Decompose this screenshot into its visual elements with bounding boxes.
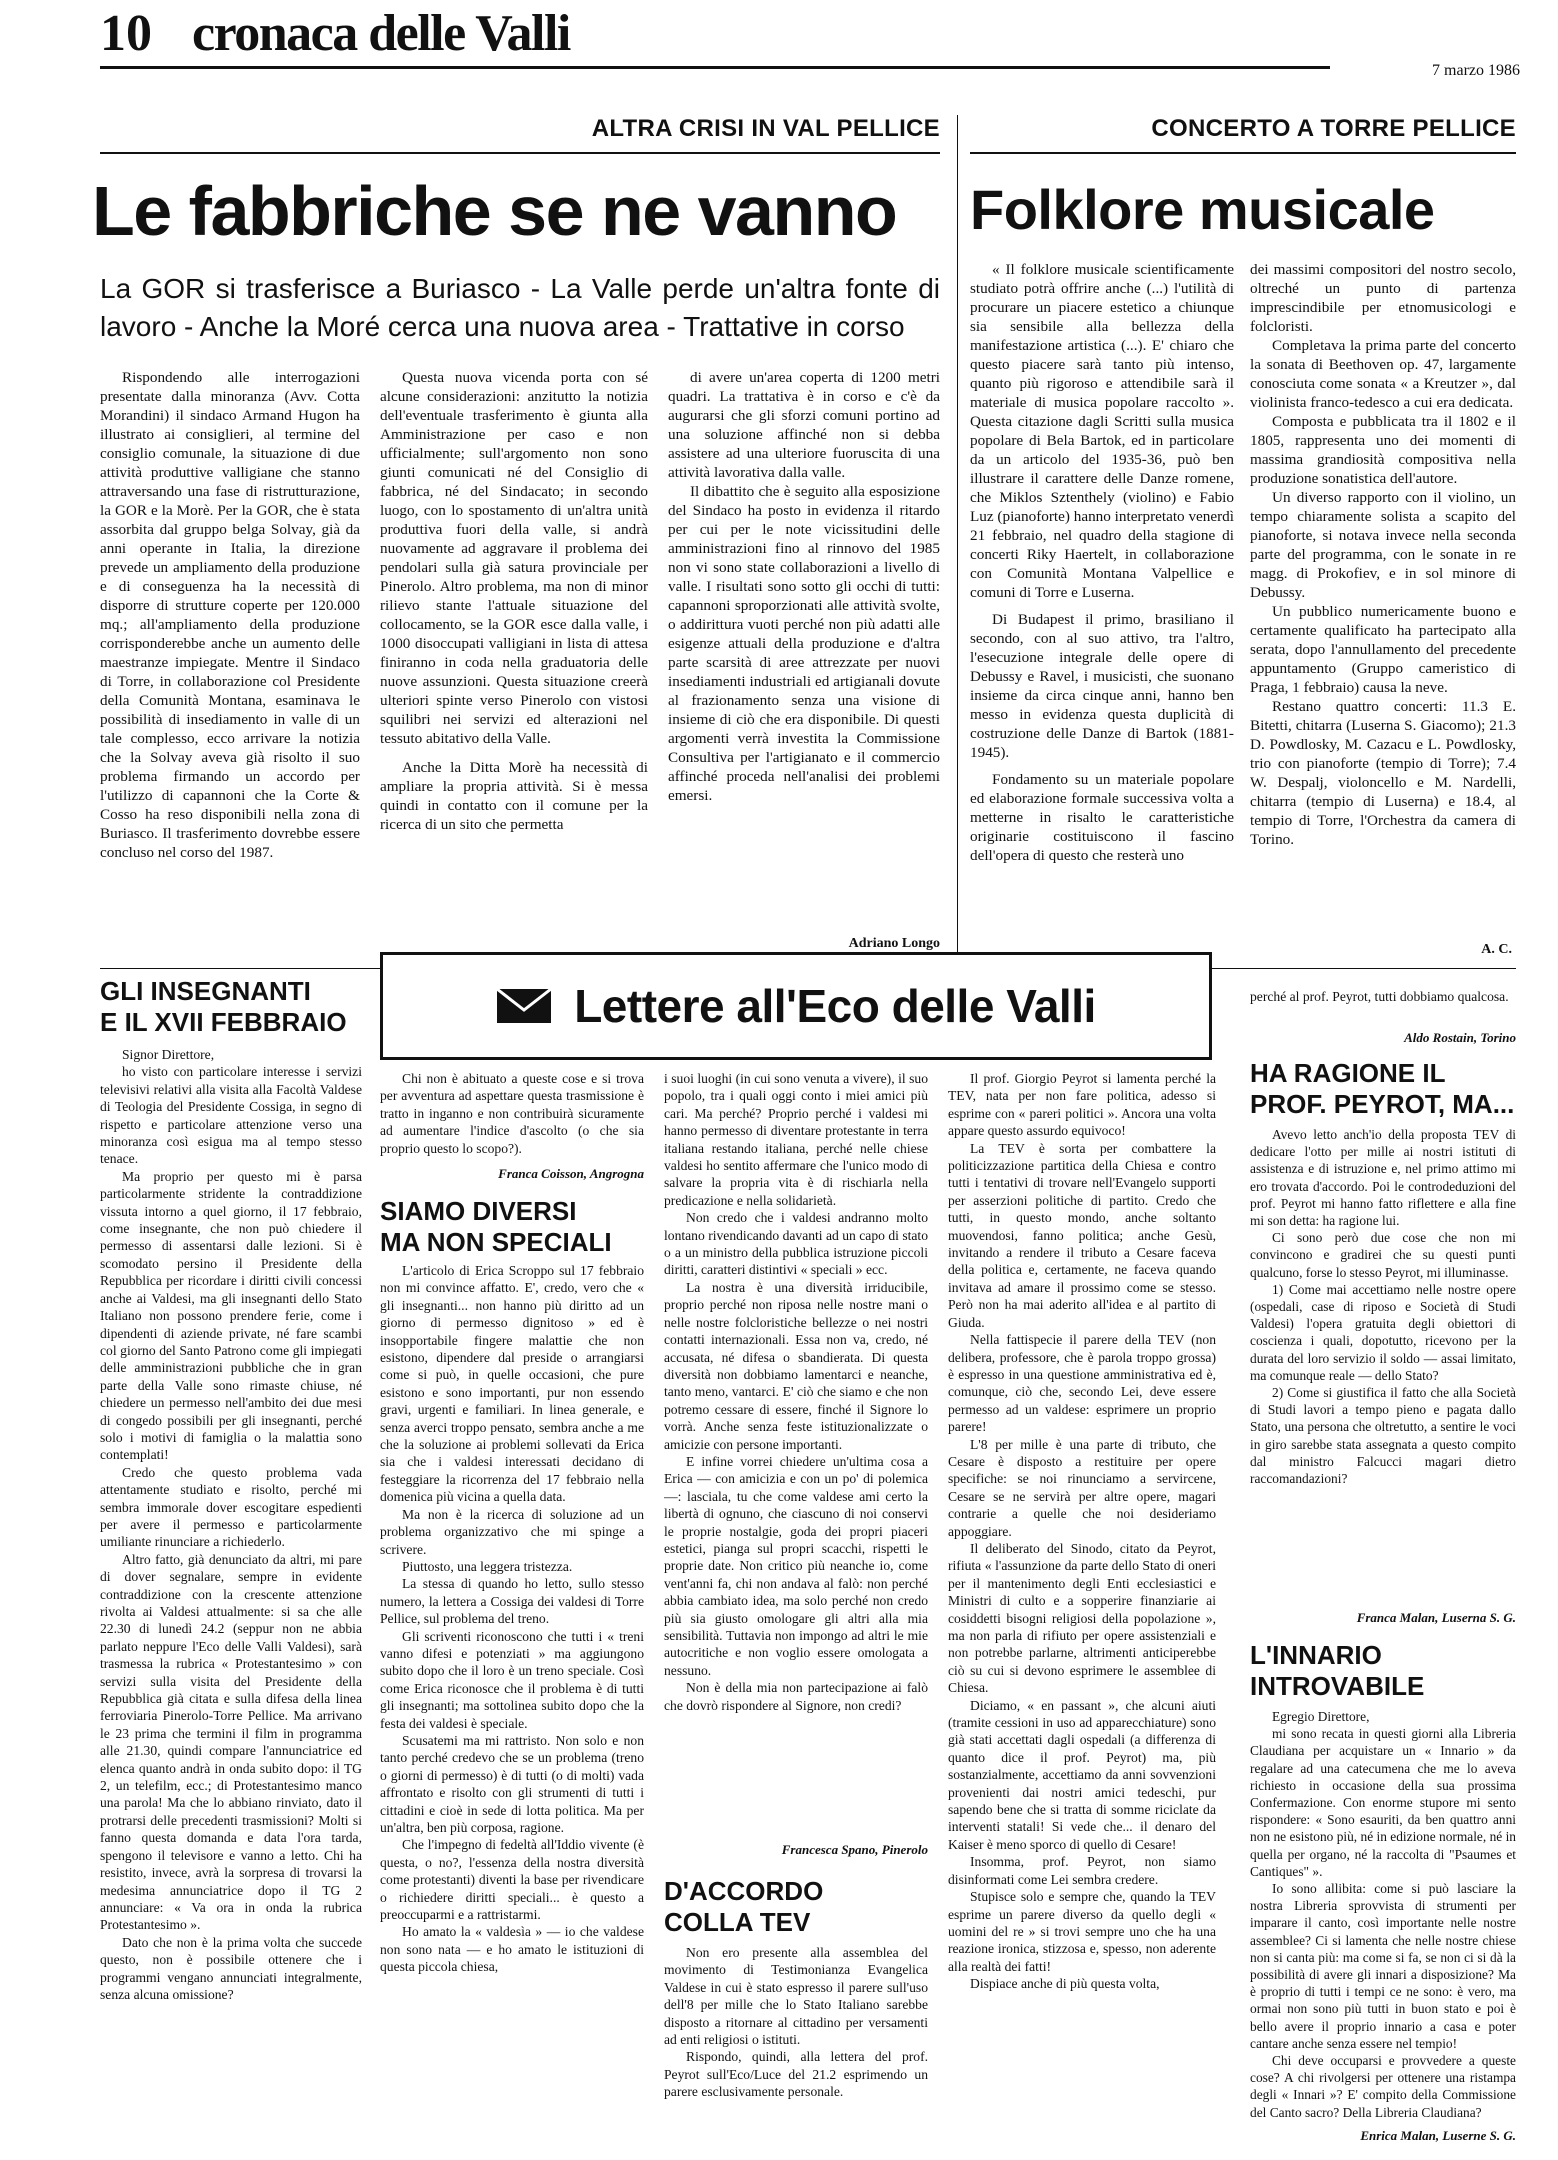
letter-col2-body: [380, 1262, 644, 2146]
paragraph: Stupisce solo e sempre che, quando la TEV esprime un parere diverso da quello degli « uomini del re » si trovi sempre uno che ha una reazione ironica, stizzosa e, spesso, non aderente alla realtà dei fatti!: [948, 1889, 1216, 1974]
paragraph: Il dibattito che è seguito alla esposizione del Sindaco ha posto in evidenza il ritardo per cui per le note vicissitudini delle amministrazioni fino al rinnovo del 1985 non vi sono state collaborazioni a livello di valle. I risultati sono sotto gli occhi di tutti: capannoni sproporzionati alle attività svolte, o addirittura vuoti perché non più adatti alle esigenze attuali della produzione e d'altra parte scarsità di aree attrezzate per nuovi insediamenti industriali ed artigianali dovute al frazionamento senza una visione di insieme di ciò che era disponibile. Di questi argomenti verrà investita la Commissione Consultiva per l'artigianato e il commercio affinché proceda nell'analisi dei problemi emersi.: [668, 483, 940, 804]
paragraph: Ci sono però due cose che non mi convincono e gradirei che su questi punti qualcuno, forse lo stesso Peyrot, mi illuminasse.: [1250, 1230, 1516, 1280]
paragraph: La TEV è sorta per combattere la politicizzazione partitica della Chiesa e contro tutti i tentativi di trovare nell'Evangelo supporti per asserzioni politiche di partito. Credo che tutti, in questo mondo, anche soltanto muovendosi, fanno politica; anche Gesù, invitando a rendere il tributo a Cesare faceva della politica e, certamente, ne faceva quando invitava ad amare il prossimo come se stesso. Però non ha mai aderito all'idea e al partito di Giuda.: [948, 1140, 1216, 1330]
paragraph: Restano quattro concerti: 11.3 E. Bitetti, chitarra (Luserna S. Giacomo); 21.3 D. Powdlosky, M. Cazacu e L. Powdlosky, trio con pianoforte (tempio di Torre); 7.4 W. Despalj, violoncello e M. Nardelli, chitarra (tempio di Luserna) e 18.4, al tempio di Torre, l'Orchestra da camera di Torino.: [1250, 698, 1516, 848]
fabbriche-col3: [668, 368, 940, 908]
paragraph: Scusatemi ma mi rattristo. Non solo e non tanto perché credevo che se un problema (treno o giorni di permesso) è di tutti (o di molti) vada affrontato e risolto con gli strumenti di tutti i cittadini e cioè in sede di lotta politica. Ma per un'altra, ben più corposa, ragione.: [380, 1732, 644, 1835]
letter-col3-body: [664, 1070, 928, 1842]
paragraph: Che l'impegno di fedeltà all'Iddio vivente (è questa, o no?, l'essenza della nostra diversità come protestanti) diventi la base per rivendicare o richiedere diritti speciali... è questo a preoccuparmi e a rattristarmi.: [380, 1837, 644, 1923]
letter-col5-top: [1250, 988, 1516, 1028]
title-line: D'ACCORDO: [664, 1876, 824, 1906]
kicker-rule-folklore: [970, 152, 1516, 154]
paragraph: Avevo letto anch'io della proposta TEV di dedicare l'otto per mille ai nostri istituti di assistenza e di istruzione e, nel primo attimo mi ero trovata d'accordo. Poi le controdeduzioni del prof. Peyrot mi hanno fatto riflettere e alla fine mi son detta: ha ragione lui.: [1250, 1127, 1516, 1229]
paragraph: Ma non è la ricerca di soluzione ad un problema organizzativo che mi spinge a scrivere.: [380, 1506, 644, 1557]
paragraph: Composta e pubblicata tra il 1802 e il 1805, rappresenta uno dei momenti di massima grandiosità compositiva nella produzione sonatistica dell'autore.: [1250, 413, 1516, 487]
paragraph: Un diverso rapporto con il violino, un tempo chiaramente solista a scapito del pianoforte, si notava invece nella seconda parte del programma, con le sonate in re magg. di Prokofiev, e in sol minore di Debussy.: [1250, 489, 1516, 601]
paragraph: Rispondendo alle interrogazioni presentate dalla minoranza (Avv. Cotta Morandini) il sindaco Armand Hugon ha illustrato ai consiglieri, al termine del consiglio comunale, la situazione di due attività produttive valligiane che stanno attraversando una fase di ristrutturazione, la GOR e la Morè. Per la GOR, che è stata assorbita dal gruppo belga Solvay, già da anni operante in Italia, la direzione prevede un ampliamento della produzione e di conseguenza ha la necessità di disporre di strutture coperte per 120.000 mq.; all'ampliamento della produzione corrisponderebbe anche un aumento delle maestranze impiegate. Mentre il Sindaco di Torre, in collaborazione col Presidente della Comunità Montana, esaminava le possibilità di insediamento in valle di un tale complesso, ecco arrivare la notizia che la Solvay aveva già risolto il suo problema firmando un accordo per l'utilizzo di capannoni che la Corte & Cosso ha reso disponibili nella zona di Buriasco. Il trasferimento dovrebbe essere concluso nel corso del 1987.: [100, 369, 360, 861]
paragraph: ho visto con particolare interesse i servizi televisivi relativi alla visita alla Facoltà Valdese di Teologia del Presidente Cossiga, in segno di rispetto e particolare attenzione verso una minoranza così esigua ma al tempo stesso tenace.: [100, 1064, 362, 1167]
envelope-icon: [496, 988, 552, 1024]
paragraph: Il prof. Giorgio Peyrot si lamenta perché la TEV, nata per non fare politica, adesso si esprime con « pareri politici ». Ancora una volta appare questo assurdo equivoco!: [948, 1071, 1216, 1139]
column-divider: [957, 115, 958, 970]
salutation: Egregio Direttore,: [1272, 1709, 1370, 1724]
paragraph: La nostra è una diversità irriducibile, proprio perché non riposa nelle nostre mani o nelle nostre folcloristiche bellezze o nei nostri contatti internazionali. Essa non va, credo, né accusata, né difesa o sbandierata. Di questa diversità non dobbiamo lamentarci e neanche, tanto meno, vantarci. E' ciò che siamo e che non potremo cessare di essere, finché il Signore lo vorrà. Anche senza feste istituzionalizzate o amicizie con persone importanti.: [664, 1279, 928, 1452]
paragraph: Chi deve occuparsi e provvedere a queste cose? A chi rivolgersi per ottenere una ristampa degli « Innari »? E' compito della Commissione del Canto sacro? Della Libreria Claudiana?: [1250, 2053, 1516, 2120]
paragraph: Rispondo, quindi, alla lettera del prof. Peyrot sull'Eco/Luce del 21.2 esprimendo un parere esclusivamente personale.: [664, 2049, 928, 2100]
title-line: INTROVABILE: [1250, 1671, 1425, 1701]
section-title: cronaca delle Valli: [192, 5, 570, 62]
paragraph: Insomma, prof. Peyrot, non siamo disinformati come Lei sembra credere.: [948, 1854, 1216, 1887]
headline-folklore: Folklore musicale: [970, 178, 1435, 241]
letter-title-insegnanti: [100, 976, 360, 1038]
signature-enrica-malan: Enrica Malan, Luserne S. G.: [1360, 2128, 1516, 2143]
letter-title-ragione: [1250, 1058, 1516, 1120]
paragraph: Il deliberato del Sinodo, citato da Peyrot, rifiuta « l'assunzione da parte dello Stato di oneri per il mantenimento degli Enti ecclesiastici e Ministri di culto e a sopperire finanziarie ai cosiddetti bisogni religiosi della popolazione », ma non parla di rifiuto per opere assistenziali e non potrebbe parlarne, altrimenti anticiperebbe ciò su cui si devono esprimere le assemblee di Chiesa.: [948, 1540, 1216, 1696]
paragraph: i suoi luoghi (in cui sono venuta a vivere), il suo popolo, tra i quali oggi conto i miei amici più cari. Ma perché? Proprio perché i valdesi mi hanno permesso di diventare protestante in terra italiana restando italiana, perché nelle chiese valdesi ho sentito affermare che l'unico modo di salvare la propria vita è di rischiarla nella predicazione e nella solidarietà.: [664, 1071, 928, 1208]
paragraph: Io sono allibita: come si può lasciare la nostra Libreria sprovvista di strumenti per imparare il canto, così importante nelle nostre assemblee? Ci si lamenta che nelle nostre chiese non si canta più: ma come si fa, se non ci si dà la possibilità di avere gli innari a disposizione? Ma è proprio di tutti i tempi ce ne sono: è vero, ma ormai non sono più tutti in buon stato e poi è bello avere il proprio innario a casa e poter cantare anche senza essere nel tempio!: [1250, 1881, 1516, 2051]
letter-col2-top: [380, 1070, 644, 1162]
fabbriche-col2: [380, 368, 648, 960]
paragraph: Altro fatto, già denunciato da altri, mi pare di dover segnalare, sempre in evidente contraddizione con la crescente attenzione rivolta ai Valdesi attualmente: si sa che alle 22.30 di lunedì 24.2 (seppur non ne abbia parlato neppure l'Eco delle Valli Valdesi), sarà trasmessa la rubrica « Protestantesimo » con servizi sulla visita del Presidente della Repubblica già citata e sulla difesa della linea ferroviaria Pinerolo-Torre Pellice. Ma arrivano le 23 prima che termini il film in programma alle 21.30, quindi compare l'annunciatrice ed elenca quanto andrà in onda subito dopo: il TG 2, un telefilm, ecc.; di Protestantesimo manco una parola! Ma che lo abbiano rinviato, dato il protrarsi delle precedenti trasmissioni? Molti si fanno questa domanda e data l'ora tarda, spengono il televisore e vanno a letto. Chi ha resistito, invece, avrà la sorpresa di trovarsi la medesima annunciatrice dopo il TG 2 annunciare: « Va ora in onda la rubrica Protestantesimo ».: [100, 1551, 362, 1933]
paragraph: dei massimi compositori del nostro secolo, oltreché un punto di partenza imprescindibile per etnomusicologi e folcloristi.: [1250, 261, 1516, 335]
signature-franca-malan: Franca Malan, Luserna S. G.: [1356, 1610, 1516, 1625]
issue-date: 7 marzo 1986: [1432, 62, 1520, 79]
paragraph: Dispiace anche di più questa volta,: [970, 1976, 1160, 1992]
paragraph: Non credo che i valdesi andranno molto lontano rivendicando davanti ad un capo di stato o a un ministro della pubblica istruzione piccoli diritti, caratteri distintivi « speciali » ecc.: [664, 1210, 928, 1278]
kicker-fabbriche: ALTRA CRISI IN VAL PELLICE: [591, 115, 940, 142]
letter-col3-tail: [664, 1944, 928, 2144]
paragraph: perché al prof. Peyrot, tutti dobbiamo qualcosa.: [1250, 989, 1509, 1004]
letter-insegnanti-body: [100, 1046, 362, 2146]
paragraph: Gli scriventi riconoscono che tutti i « treni vanno difesi e potenziati » ma aggiungono subito dopo che il loro è un treno speciale. Così come Erica riconosce che il problema è di tutti gli insegnanti; ma sottolinea subito dopo che la festa dei valdesi è speciale.: [380, 1628, 644, 1731]
subheadline-fabbriche: La GOR si trasferisce a Buriasco - La Valle perde un'altra fonte di lavoro - Anche la Moré cerca una nuova area - Trattative in corso: [100, 273, 940, 342]
paragraph: Completava la prima parte del concerto la sonata di Beethoven op. 47, largamente conosciuta come sonata « a Kreutzer », dal violinista franco-tedesco a cui era dedicata.: [1250, 337, 1516, 411]
signature-rostain: Aldo Rostain, Torino: [1404, 1030, 1516, 1045]
title-line: HA RAGIONE IL: [1250, 1058, 1446, 1088]
paragraph: 2) Come si giustifica il fatto che alla Società di Studi lavori a tempo pieno e pagata dallo Stato, una persona che oltretutto, a sentire le voci in giro sarebbe stata assegnata a questo compito dal ministro Falcucci magari dietro raccomandazioni?: [1250, 1385, 1516, 1487]
title-line: PROF. PEYROT, MA...: [1250, 1089, 1515, 1119]
paragraph: Piuttosto, una leggera tristezza.: [402, 1558, 573, 1574]
title-line: COLLA TEV: [664, 1907, 811, 1937]
letter-col5-ragione-body: [1250, 1126, 1516, 1606]
paragraph: di avere un'area coperta di 1200 metri quadri. La trattativa è in corso e c'è da augurarsi che gli sforzi comuni portino ad una soluzione affinché non si debba assistere ad una ulteriore fuoruscita di una attività lavorativa dalla valle.: [668, 369, 940, 481]
headline-fabbriche: Le fabbriche se ne vanno: [92, 172, 897, 250]
paragraph: L'articolo di Erica Scroppo sul 17 febbraio non mi convince affatto. E', credo, vero che « gli insegnanti... non hanno più diritto ad un giorno di permesso dignitoso » ed è insopportabile fingere malattie che non esistono, dipendere dal preside o arrangiarsi come si può, in quelle occasioni, che pure esistono e sono importanti, pur non essendo gravi, urgenti e familiari. In linea generale, e senza averci troppo pensato, sembra anche a me che la soluzione ai problemi sollevati da Erica sia che i valdesi interessati decidano di festeggiare la ricorrenza del 17 febbraio nella domenica più vicina a quella data.: [380, 1263, 644, 1505]
kicker-folklore: CONCERTO A TORRE PELLICE: [1151, 115, 1516, 142]
paragraph: Dato che non è la prima volta che succede questo, non è possibile ottenere che i programmi vengano annunciati integralmente, senza alcuna omissione?: [100, 1934, 362, 2002]
paragraph: Fondamento su un materiale popolare ed elaborazione formale successiva volta a metterne in risalto le caratteristiche originarie costituiscono il fascino dell'opera di questo che resterà uno: [970, 771, 1234, 864]
paragraph: Questa nuova vicenda porta con sé alcune considerazioni: anzitutto la notizia dell'eventuale trasferimento è giunta alla Amministrazione per caso e non ufficialmente; sull'argomento non sono giunti comunicati né del Consiglio di fabbrica, né del Sindacato; in secondo luogo, con lo spostamento di un'altra unità produttiva fuori della valle, si andrà nuovamente ad aggravare il problema dei pendolari sulla già satura provinciale per Pinerolo. Altro problema, ma non di minor rilievo stante l'attuale situazione del collocamento, se la GOR esce dalla valle, i 1000 disoccupati valligiani in lista di attesa finiranno in coda nella graduatoria delle nuove assunzioni. Questa situazione creerà ulteriori spinte verso Pinerolo con vistosi squilibri nei servizi ed alterazioni nel tessuto abitativo della Valle.: [380, 369, 648, 747]
letter-title-accordo: [664, 1876, 928, 1938]
letters-banner: [380, 952, 1212, 1060]
signature-ac: A. C.: [1481, 942, 1512, 957]
fabbriche-col1: [100, 368, 360, 960]
masthead-rule: [100, 66, 1330, 69]
kicker-rule-fabbriche: [100, 152, 940, 154]
paragraph: E infine vorrei chiedere un'ultima cosa a Erica — con amicizia e con un po' di polemica —: lasciala, tu che come valdese ami certo la libertà di ognuno, che ciascuno di noi conservi le proprie nostalgie, goda dei propri piaceri estetici, pianga sul propri scacchi, rispetti le proprie date. Non critico più neanche io, come vent'anni fa, chi non andava al falò: non perché abbia cambiato idea, ma solo perché non credo più sia giusto omologare gli altri alla mia sensibilità. Tuttavia non impongo ad altri le mie autocritiche e non voglio essere omologata a nessuno.: [664, 1453, 928, 1678]
title-line: GLI INSEGNANTI: [100, 976, 311, 1006]
paragraph: Chi non è abituato a queste cose e si trova per avventura ad aspettare questa trasmissione è tratto in inganno e non contribuirà sicuramente ad aumentare l'indice d'ascolto (o che sia proprio questo lo scopo?).: [380, 1071, 644, 1156]
letter-col4-body: [948, 1070, 1216, 2146]
salutation: Signor Direttore,: [122, 1047, 215, 1062]
paragraph: Anche la Ditta Morè ha necessità di ampliare la propria attività. Si è messa quindi in contatto con il comune per la ricerca di un sito che permetta: [380, 759, 648, 833]
letter-col5-innario-body: [1250, 1708, 1516, 2124]
paragraph: « Il folklore musicale scientificamente studiato potrà offrire anche (...) l'utilità di procurare un piacere estetico a chiunque sia sensibile alla bellezza della manifestazione artistica (...). E' chiaro che questo piacere sarà tanto più intenso, quanto più rigoroso e attendibile sarà il materiale di musica popolare raccolto ». Questa citazione dagli Scritti sulla musica popolare di Bela Bartok, ed in particolare da un articolo del 1935-36, può ben illustrare il carattere delle Danze romene, che Miklos Sztenthely (violino) e Fabio Luz (pianoforte) hanno interpretato venerdì 21 febbraio, nel quadro della stagione di concerti Riky Haertelt, in collaborazione con Comunità Montana Valpellice e comuni di Torre e Luserna.: [970, 261, 1234, 601]
paragraph: 1) Come mai accettiamo nelle nostre opere (ospedali, case di riposo e Società di Studi Valdesi) l'opera gratuita degli obiettori di coscienza i quali, dopotutto, ricevono per la durata del loro servizio il soldo — assai limitato, ma comunque reale — dello Stato?: [1250, 1281, 1516, 1383]
signature-coisson: Franca Coisson, Angrogna: [498, 1166, 644, 1181]
folklore-col1: [970, 260, 1234, 932]
paragraph: La stessa di quando ho letto, sullo stesso numero, la lettera a Cossiga dei valdesi di Torre Pellice, sul problema del treno.: [380, 1576, 644, 1627]
paragraph: Un pubblico numericamente buono e certamente qualificato ha partecipato alla serata, dopo l'annullamento del precedente appuntamento (Gruppo cameristico di Praga, 1 febbraio) causa la neve.: [1250, 603, 1516, 696]
paragraph: Ma proprio per questo mi è parsa particolarmente stridente la contraddizione vissuta intorno a quel giorno, il 17 febbraio, come insegnante, che non può chiedere il permesso di assentarsi dalle lezioni. Si è scomodato persino il Presidente della Repubblica per ricordare i diritti civili concessi anche ai Valdesi, ma gli insegnanti dello Stato Italiano non possono prendere ferie, come i dipendenti di aziende private, né fare scambi col giorno del Santo Patrono come gli impiegati delle amministrazioni pubbliche che in gran parte della Valle sono rimaste chiuse, né chiedere un permesso nell'ambito dei due mesi di congedo possibili per gli insegnanti, perché solo i motivi di famiglia o la malattia sono contemplati!: [100, 1168, 362, 1463]
paragraph: Diciamo, « en passant », che alcuni aiuti (tramite cessioni in uso ad apparecchiature) sono già stati accettati dagli ospedali (a differenza di quanto dice il prof. Peyrot) ma, più sostanzialmente, accettiamo da anni sovvenzioni provenienti dai nostri amici tedeschi, pur sapendo bene che si tratta di somme riciclate da interventi statali! Si vede che... il denaro del Kaiser è meno sporco di quello di Cesare!: [948, 1697, 1216, 1852]
title-line: L'INNARIO: [1250, 1640, 1382, 1670]
paragraph: mi sono recata in questi giorni alla Libreria Claudiana per acquistare un « Innario » da regalare ad una catecumena che me lo aveva richiesto in occasione della sua prossima Confermazione. Con enorme stupore mi sento rispondere: « Sono esauriti, da ben quattro anni non ne esistono più, né in edizione normale, né in quella per organo, né la raccolta di "Psaumes et Cantiques" ».: [1250, 1726, 1516, 1879]
paragraph: Non è della mia non partecipazione ai falò che dovrò rispondere al Signore, non credi?: [664, 1680, 928, 1713]
title-line: E IL XVII FEBBRAIO: [100, 1007, 347, 1037]
paragraph: L'8 per mille è una parte di tributo, che Cesare è disposto a restituire per opere specifiche: se noi rinunciamo a servircene, Cesare se ne servirà per altre opere, magari contrarie a quelle che noi desideriamo appoggiare.: [948, 1436, 1216, 1539]
signature-spano: Francesca Spano, Pinerolo: [781, 1842, 928, 1857]
paragraph: Ho amato la « valdesìa » — io che valdese non sono nata — e ho amato le istituzioni di questa piccola chiesa,: [380, 1924, 644, 1975]
page-number: 10: [100, 5, 152, 62]
letter-title-innario: [1250, 1640, 1516, 1702]
title-line: MA NON SPECIALI: [380, 1227, 612, 1257]
folklore-col2: [1250, 260, 1516, 920]
letter-title-siamo-diversi: [380, 1196, 644, 1258]
title-line: SIAMO DIVERSI: [380, 1196, 577, 1226]
signature-longo: Adriano Longo: [848, 936, 940, 951]
paragraph: Credo che questo problema vada attentamente studiato e risolto, perché mi sembra immorale dover escogitare espedienti per avere il permesso e particolarmente umiliante rinunciare a richiederlo.: [100, 1464, 362, 1550]
banner-title: Lettere all'Eco delle Valli: [574, 980, 1096, 1032]
paragraph: Di Budapest il primo, brasiliano il secondo, con al suo attivo, tra l'altro, l'esecuzione integrale delle opere di Debussy e Ravel, i musicisti, che suonano insieme da circa cinque anni, hanno ben messo in evidenza questa duplicità di costruzione delle Danze di Bartok (1881-1945).: [970, 611, 1234, 761]
paragraph: Non ero presente alla assemblea del movimento di Testimonianza Evangelica Valdese in cui è stato espresso il parere sull'uso dell'8 per mille che lo Stato Italiano sarebbe disposto a ritornare al cittadino per versamenti ad enti religiosi o istituti.: [664, 1945, 928, 2048]
paragraph: Nella fattispecie il parere della TEV (non delibera, professore, che è parola troppo grossa) è espresso in una questione amministrativa ed è, comunque, ciò che, secondo Lei, deve essere permesso ad un valdese: esprimere un proprio parere!: [948, 1332, 1216, 1435]
